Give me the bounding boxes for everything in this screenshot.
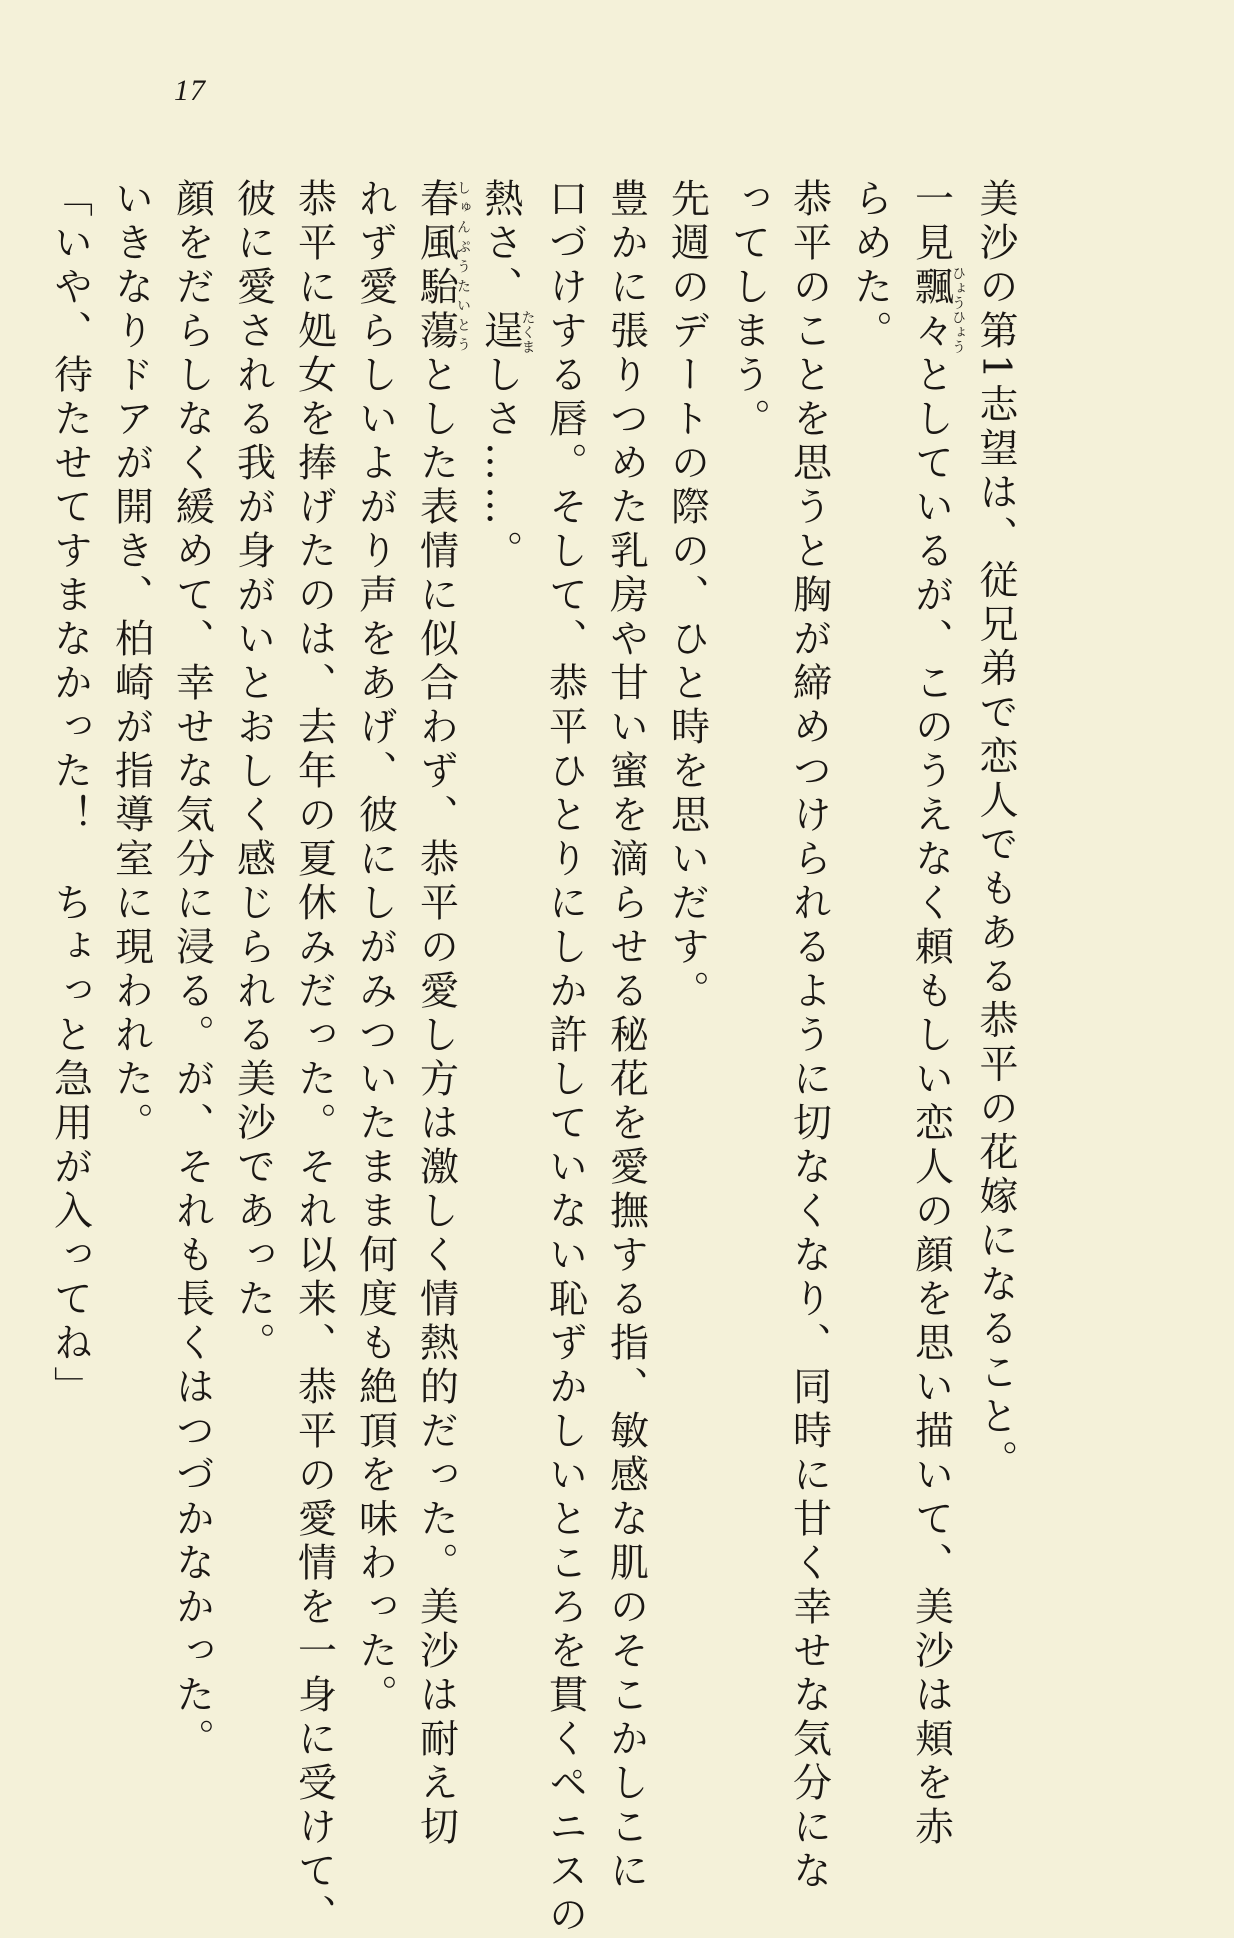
text-line: 熱さ、逞たくましさ……。 bbox=[478, 178, 536, 574]
page-number: 17 bbox=[174, 74, 206, 107]
text-line: ってしまう。 bbox=[725, 178, 771, 442]
text-line: 恭平に処女を捧げたのは、去年の夏休みだった。それ以来、恭平の愛情を一身に受けて、 bbox=[291, 178, 337, 1938]
text-line: らめた。 bbox=[847, 178, 893, 354]
text-line: れず愛らしいよがり声をあげ、彼にしがみついたまま何度も絶頂を味わった。 bbox=[352, 178, 398, 1718]
text-line: 先週のデートの際の、ひと時を思いだす。 bbox=[664, 178, 710, 1014]
text-line: 美沙の第1志望は、従兄弟で恋人でもある恭平の花嫁になること。 bbox=[973, 178, 1018, 1484]
text-line: 一見飄々ひょうひょうとしているが、このうえなく頼もしい恋人の顔を思い描いて、美沙は頬を赤 bbox=[908, 178, 966, 1850]
text-line: 豊かに張りつめた乳房や甘い蜜を滴らせる秘花を愛撫する指、敏感な肌のそこかしこに bbox=[603, 178, 649, 1894]
text-line: 顔をだらしなく緩めて、幸せな気分に浸る。が、それも長くはつづかなかった。 bbox=[169, 178, 215, 1762]
text-line: 春風駘蕩しゅんぷうたいとうとした表情に似合わず、恭平の愛し方は激しく情熱的だった。美沙は耐え切 bbox=[413, 178, 471, 1850]
text-line: 口づけする唇。そして、恭平ひとりにしか許していない恥ずかしいところを貫くペニスの bbox=[542, 178, 588, 1938]
vertical-text-body bbox=[47, 178, 1026, 1938]
text-line: 「いや、待たせてすまなかった！ ちょっと急用が入ってね」 bbox=[47, 178, 93, 1410]
text-line: 恭平のことを思うと胸が締めつけられるように切なくなり、同時に甘く幸せな気分にな bbox=[786, 178, 832, 1894]
text-line: 彼に愛される我が身がいとおしく感じられる美沙であった。 bbox=[230, 178, 276, 1366]
ruby-takuma: 逞たくま bbox=[478, 310, 536, 354]
ruby-shunpuutaitou: 春風駘蕩しゅんぷうたいとう bbox=[413, 178, 471, 354]
text-line: いきなりドアが開き、柏崎が指導室に現われた。 bbox=[108, 178, 154, 1146]
ruby-hyouhyou: 飄々ひょうひょう bbox=[908, 266, 966, 354]
